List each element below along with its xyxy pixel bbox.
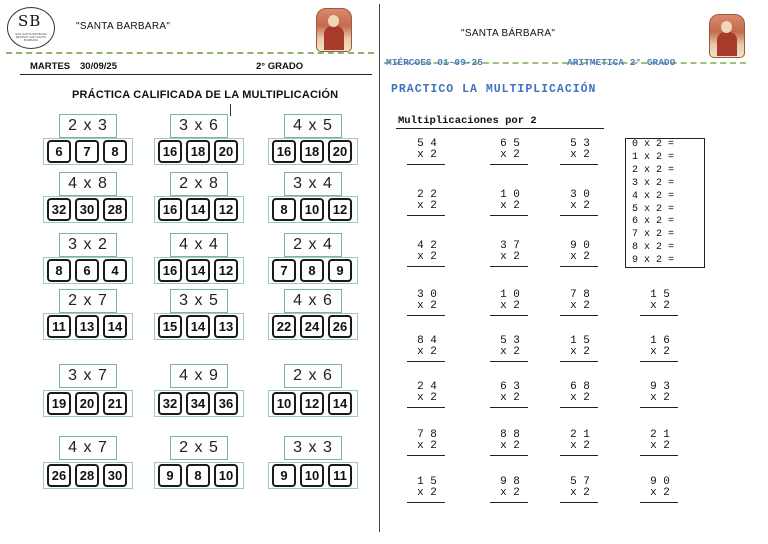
date-text-right: MIÉRCOES 01-09-25 [386, 57, 483, 68]
answer-line [640, 455, 678, 456]
problem-expression: 4 x 6 [284, 289, 342, 313]
saint-icon-right [709, 14, 745, 58]
problem-expression: 3 x 4 [284, 172, 342, 196]
multiplicand: 3 0 [417, 289, 437, 301]
logo-small-text: SAN SANTA BARBARA BEATRIX SAN SANTA BARBARA [15, 32, 47, 42]
multiplier: x 2 [570, 487, 590, 499]
answer-line [490, 407, 528, 408]
multiplicand: 9 0 [570, 240, 590, 252]
multiplier: x 2 [500, 149, 520, 161]
saint-icon-left [316, 8, 352, 52]
answer-option[interactable]: 6 [75, 259, 99, 282]
times-table-row: 5 x 2 = [632, 203, 675, 215]
answer-line [407, 361, 445, 362]
answer-option[interactable]: 10 [300, 198, 324, 221]
multiplier: x 2 [570, 251, 590, 263]
multiplier: x 2 [500, 251, 520, 263]
multiplicand: 3 7 [500, 240, 520, 252]
problem-expression: 4 x 8 [59, 172, 117, 196]
multiplication-problem [560, 241, 600, 267]
multiplicand: 5 7 [570, 476, 590, 488]
answer-option[interactable]: 7 [75, 140, 99, 163]
multiplier: x 2 [417, 487, 437, 499]
multiplication-problem [640, 336, 680, 362]
problem-expression: 4 x 7 [59, 436, 117, 460]
problem-expression: 2 x 8 [170, 172, 228, 196]
multiplicand: 7 8 [417, 429, 437, 441]
multiplication-problem [407, 477, 447, 503]
answer-line [640, 315, 678, 316]
answer-line [640, 407, 678, 408]
answer-line [560, 407, 598, 408]
multiplication-problem [640, 477, 680, 503]
answer-option[interactable]: 9 [328, 259, 352, 282]
times-table-row: 6 x 2 = [632, 216, 675, 228]
multiplication-problem [407, 190, 447, 216]
answer-option[interactable]: 30 [75, 198, 99, 221]
multiplicand: 5 3 [570, 138, 590, 150]
answer-line [407, 502, 445, 503]
multiplicand: 4 2 [417, 240, 437, 252]
multiplicand: 1 0 [500, 289, 520, 301]
times-table-row: 1 x 2 = [632, 151, 675, 163]
multiplication-problem [407, 139, 447, 165]
multiplier: x 2 [570, 440, 590, 452]
multiplication-problem [407, 382, 447, 408]
answer-option[interactable]: 20 [75, 392, 99, 415]
header-dashed-line [6, 52, 374, 54]
answer-option[interactable]: 14 [186, 198, 210, 221]
answer-option[interactable]: 8 [272, 198, 296, 221]
multiplier: x 2 [650, 392, 670, 404]
worksheet-title-left: PRÁCTICA CALIFICADA DE LA MULTIPLICACIÓN [72, 89, 339, 101]
answer-option[interactable]: 8 [186, 464, 210, 487]
times-table-box [625, 138, 705, 268]
multiplier: x 2 [417, 251, 437, 263]
answer-option[interactable]: 22 [272, 315, 296, 338]
answer-option[interactable]: 9 [158, 464, 182, 487]
answer-line [640, 502, 678, 503]
answer-option[interactable]: 26 [328, 315, 352, 338]
multiplication-problem [560, 139, 600, 165]
multiplication-problem [490, 190, 530, 216]
multiplier: x 2 [500, 487, 520, 499]
answer-option[interactable]: 20 [214, 140, 238, 163]
times-table-row: 2 x 2 = [632, 164, 675, 176]
answer-option[interactable]: 16 [158, 198, 182, 221]
answer-option[interactable]: 14 [186, 315, 210, 338]
school-name-left: "SANTA BARBARA" [76, 21, 171, 32]
subtitle-underline [396, 128, 604, 129]
problem-expression: 2 x 7 [59, 289, 117, 313]
problem-expression: 4 x 4 [170, 233, 228, 257]
problem-expression: 2 x 3 [59, 114, 117, 138]
multiplier: x 2 [650, 346, 670, 358]
multiplication-problem [407, 241, 447, 267]
problem-expression: 2 x 5 [170, 436, 228, 460]
text-cursor [230, 104, 231, 116]
answer-option[interactable]: 10 [300, 464, 324, 487]
times-table-row: 7 x 2 = [632, 229, 675, 241]
answer-option[interactable]: 14 [328, 392, 352, 415]
answer-option[interactable]: 11 [47, 315, 71, 338]
answer-line [490, 266, 528, 267]
multiplier: x 2 [500, 440, 520, 452]
multiplication-problem [490, 336, 530, 362]
answer-line [560, 266, 598, 267]
problem-expression: 4 x 9 [170, 364, 228, 388]
answer-option[interactable]: 8 [47, 259, 71, 282]
answer-option[interactable]: 24 [300, 315, 324, 338]
answer-option[interactable]: 12 [214, 198, 238, 221]
problem-expression: 3 x 3 [284, 436, 342, 460]
multiplication-problem [640, 430, 680, 456]
answer-option[interactable]: 4 [103, 259, 127, 282]
multiplier: x 2 [570, 300, 590, 312]
multiplier: x 2 [417, 440, 437, 452]
multiplicand: 5 3 [500, 335, 520, 347]
answer-line [490, 455, 528, 456]
problem-expression: 3 x 7 [59, 364, 117, 388]
multiplier: x 2 [570, 149, 590, 161]
multiplicand: 7 8 [570, 289, 590, 301]
page-divider [379, 4, 380, 532]
answer-option[interactable]: 8 [103, 140, 127, 163]
school-name-right: "SANTA BÁRBARA" [461, 28, 556, 39]
multiplication-problem [490, 241, 530, 267]
times-table-row: 4 x 2 = [632, 190, 675, 202]
answer-option[interactable]: 8 [300, 259, 324, 282]
multiplicand: 2 4 [417, 381, 437, 393]
multiplicand: 2 1 [650, 429, 670, 441]
date-value: 30/09/25 [80, 61, 117, 72]
problem-expression: 3 x 6 [170, 114, 228, 138]
answer-option[interactable]: 12 [328, 198, 352, 221]
multiplier: x 2 [417, 300, 437, 312]
multiplication-problem [560, 477, 600, 503]
answer-option[interactable]: 18 [300, 140, 324, 163]
answer-line [407, 407, 445, 408]
date-label: MARTES [30, 61, 71, 72]
logo-letters: SB [18, 12, 42, 30]
multiplicand: 2 1 [570, 429, 590, 441]
multiplication-problem [407, 336, 447, 362]
multiplication-problem [490, 382, 530, 408]
answer-option[interactable]: 6 [47, 140, 71, 163]
answer-line [560, 455, 598, 456]
multiplication-problem [490, 290, 530, 316]
problem-expression: 4 x 5 [284, 114, 342, 138]
answer-option[interactable]: 30 [103, 464, 127, 487]
answer-option[interactable]: 13 [214, 315, 238, 338]
multiplicand: 9 0 [650, 476, 670, 488]
multiplier: x 2 [570, 200, 590, 212]
times-table-row: 8 x 2 = [632, 242, 675, 254]
grade-label: 2° GRADO [256, 61, 304, 72]
multiplicand: 2 2 [417, 189, 437, 201]
answer-line [640, 361, 678, 362]
multiplicand: 6 8 [570, 381, 590, 393]
multiplication-problem [560, 190, 600, 216]
answer-option[interactable]: 36 [214, 392, 238, 415]
answer-option[interactable]: 16 [158, 140, 182, 163]
multiplier: x 2 [500, 300, 520, 312]
header-underline [20, 74, 372, 75]
answer-option[interactable]: 19 [47, 392, 71, 415]
answer-line [490, 361, 528, 362]
multiplicand: 1 6 [650, 335, 670, 347]
multiplier: x 2 [650, 487, 670, 499]
multiplication-problem [640, 382, 680, 408]
answer-option[interactable]: 12 [214, 259, 238, 282]
problem-expression: 3 x 2 [59, 233, 117, 257]
multiplicand: 6 5 [500, 138, 520, 150]
subtitle: Multiplicaciones por 2 [398, 115, 537, 127]
answer-line [560, 502, 598, 503]
answer-line [560, 361, 598, 362]
times-table-row: 3 x 2 = [632, 177, 675, 189]
multiplication-problem [560, 290, 600, 316]
answer-option[interactable]: 21 [103, 392, 127, 415]
answer-option[interactable]: 9 [272, 464, 296, 487]
answer-option[interactable]: 26 [47, 464, 71, 487]
answer-option[interactable]: 16 [158, 259, 182, 282]
multiplier: x 2 [417, 200, 437, 212]
multiplicand: 1 0 [500, 189, 520, 201]
multiplicand: 8 4 [417, 335, 437, 347]
answer-option[interactable]: 18 [186, 140, 210, 163]
multiplication-problem [490, 430, 530, 456]
answer-line [490, 502, 528, 503]
answer-line [560, 164, 598, 165]
multiplication-problem [560, 336, 600, 362]
multiplicand: 8 8 [500, 429, 520, 441]
multiplier: x 2 [570, 392, 590, 404]
multiplication-problem [490, 477, 530, 503]
answer-option[interactable]: 15 [158, 315, 182, 338]
answer-option[interactable]: 10 [272, 392, 296, 415]
multiplicand: 3 0 [570, 189, 590, 201]
answer-line [407, 215, 445, 216]
multiplication-problem [490, 139, 530, 165]
multiplicand: 6 3 [500, 381, 520, 393]
multiplication-problem [560, 430, 600, 456]
worksheet-title-right: PRACTICO LA MULTIPLICACIÓN [391, 83, 597, 96]
subject-text: ARITMETICA 2° GRADO [567, 57, 676, 68]
answer-option[interactable]: 28 [75, 464, 99, 487]
answer-option[interactable]: 7 [272, 259, 296, 282]
times-table-row: 0 x 2 = [632, 139, 675, 150]
problem-expression: 2 x 6 [284, 364, 342, 388]
multiplier: x 2 [570, 346, 590, 358]
answer-line [560, 315, 598, 316]
problem-expression: 2 x 4 [284, 233, 342, 257]
answer-option[interactable]: 10 [214, 464, 238, 487]
multiplier: x 2 [417, 392, 437, 404]
answer-line [407, 315, 445, 316]
multiplier: x 2 [417, 346, 437, 358]
answer-line [407, 266, 445, 267]
answer-option[interactable]: 16 [272, 140, 296, 163]
multiplier: x 2 [650, 440, 670, 452]
times-table-row: 9 x 2 = [632, 255, 675, 267]
multiplier: x 2 [500, 392, 520, 404]
answer-line [490, 315, 528, 316]
multiplicand: 9 8 [500, 476, 520, 488]
multiplicand: 5 4 [417, 138, 437, 150]
answer-option[interactable]: 32 [47, 198, 71, 221]
multiplier: x 2 [500, 346, 520, 358]
multiplication-problem [640, 290, 680, 316]
answer-line [407, 455, 445, 456]
answer-option[interactable]: 13 [75, 315, 99, 338]
problem-expression: 3 x 5 [170, 289, 228, 313]
answer-option[interactable]: 32 [158, 392, 182, 415]
answer-option[interactable]: 14 [186, 259, 210, 282]
answer-option[interactable]: 14 [103, 315, 127, 338]
answer-line [407, 164, 445, 165]
answer-option[interactable]: 28 [103, 198, 127, 221]
multiplicand: 1 5 [650, 289, 670, 301]
answer-line [490, 164, 528, 165]
answer-option[interactable]: 12 [300, 392, 324, 415]
multiplier: x 2 [500, 200, 520, 212]
multiplication-problem [407, 290, 447, 316]
multiplicand: 1 5 [417, 476, 437, 488]
answer-option[interactable]: 34 [186, 392, 210, 415]
answer-option[interactable]: 20 [328, 140, 352, 163]
multiplicand: 9 3 [650, 381, 670, 393]
multiplication-problem [407, 430, 447, 456]
answer-line [560, 215, 598, 216]
multiplier: x 2 [417, 149, 437, 161]
answer-line [490, 215, 528, 216]
answer-option[interactable]: 11 [328, 464, 352, 487]
multiplicand: 1 5 [570, 335, 590, 347]
multiplier: x 2 [650, 300, 670, 312]
multiplication-problem [560, 382, 600, 408]
